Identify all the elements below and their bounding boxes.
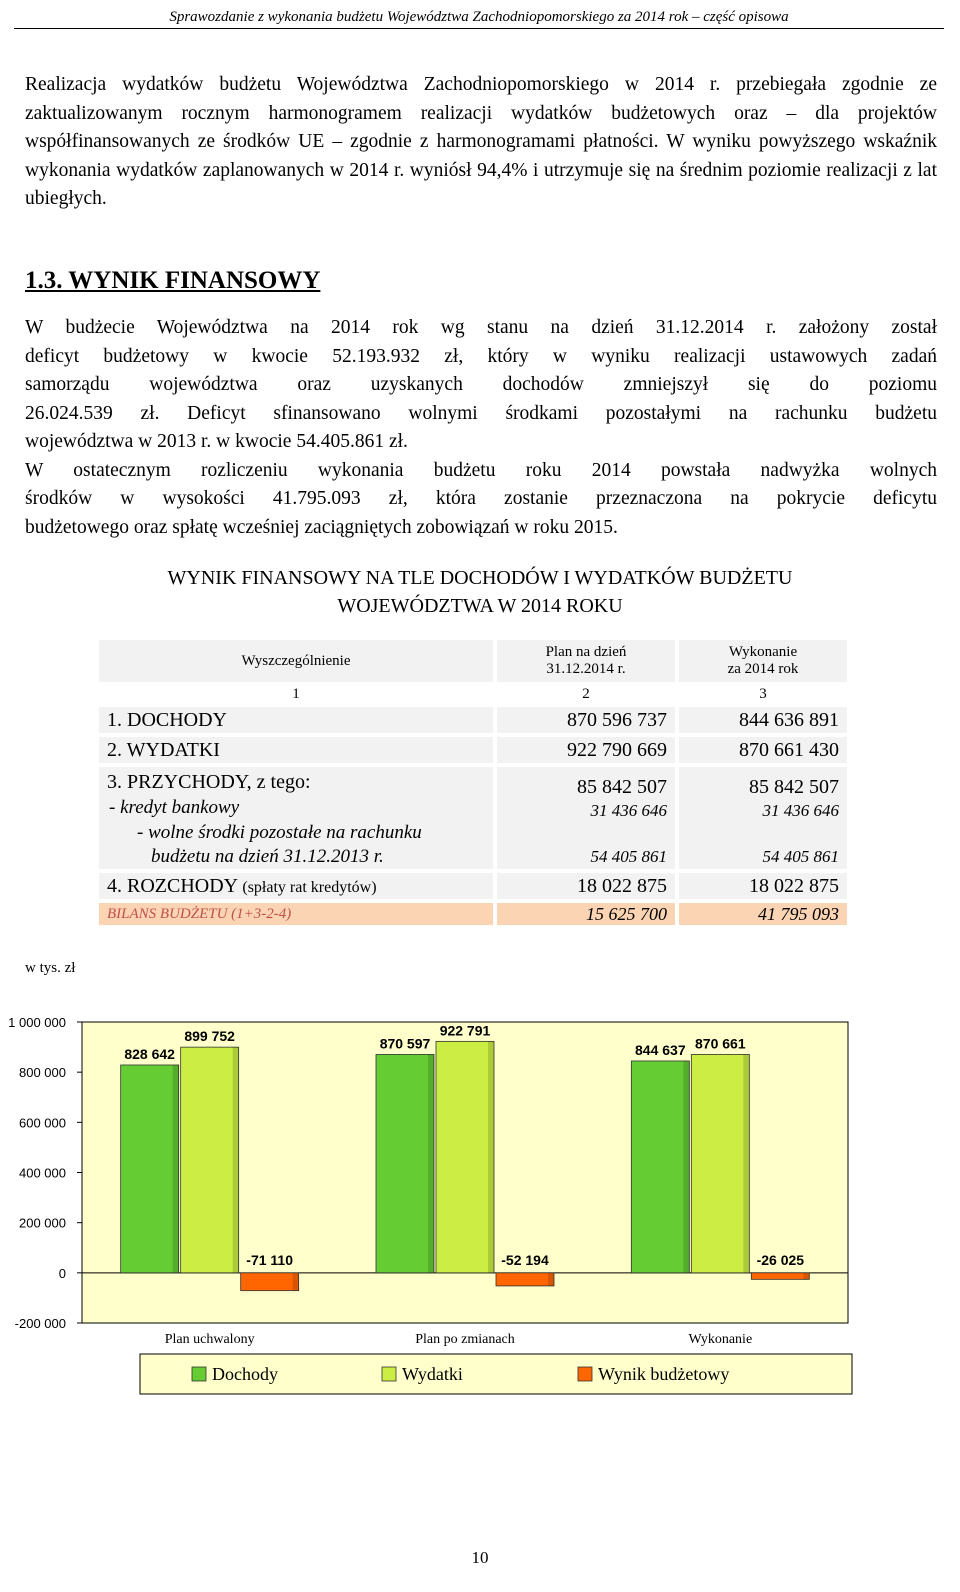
col-header-execution-line: Wykonanie bbox=[728, 644, 798, 660]
column-number-row bbox=[99, 686, 847, 703]
section-line: W ostatecznym rozliczeniu wykonania budżetu roku 2014 powstała nadwyżka wolnych bbox=[25, 459, 937, 481]
data-label: -71 110 bbox=[246, 1251, 294, 1268]
col-header-plan-line: Plan na dzień bbox=[545, 644, 627, 660]
plan-value: 18 022 875 bbox=[497, 873, 675, 899]
execution-value bbox=[679, 767, 847, 869]
table-title-line: WOJEWÓDZTWA W 2014 ROKU bbox=[337, 595, 623, 617]
bar-wynik-budżetowy bbox=[241, 1273, 299, 1291]
column-number: 2 bbox=[497, 686, 675, 703]
data-label: 870 661 bbox=[695, 1035, 746, 1052]
execution-value: 18 022 875 bbox=[679, 873, 847, 899]
col-header-plan bbox=[497, 640, 675, 682]
credit-label: - kredyt bankowy bbox=[109, 797, 240, 818]
section-line: województwa w 2013 r. w kwocie 54.405.861 zł. bbox=[25, 431, 408, 452]
bar-shade bbox=[683, 1061, 689, 1273]
row-label bbox=[99, 873, 493, 899]
plan-value: 15 625 700 bbox=[497, 903, 675, 925]
bar-wynik-budżetowy bbox=[751, 1273, 809, 1280]
intro-paragraph: Realizacja wydatków budżetu Województwa Zachodniopomorskiego w 2014 r. przebiegała zgodnie ze zaktualizowanym rocznym harmonogramem realizacji wydatków budżetowych oraz – dla projektów współfinansowanych ze środków UE – zgodnie z harmonogramami płatności. W wyniku powyższego wskaźnik wykonania wydatków zaplanowanych w 2014 r. wyniósł 94,4% i utrzymuje się na średnim poziomie realizacji z lat ubiegłych. bbox=[25, 74, 937, 209]
bar-dochody bbox=[631, 1061, 689, 1273]
data-label: 899 752 bbox=[184, 1028, 235, 1045]
category-label: Plan uchwalony bbox=[164, 1332, 255, 1347]
bar-shade bbox=[173, 1065, 179, 1273]
row-label: BILANS BUDŻETU (1+3-2-4) bbox=[99, 903, 493, 925]
column-number: 1 bbox=[99, 686, 493, 703]
credit-plan: 31 436 646 bbox=[590, 801, 667, 820]
legend-swatch bbox=[578, 1367, 592, 1381]
data-label: -52 194 bbox=[501, 1251, 549, 1268]
y-tick-label: 400 000 bbox=[19, 1165, 66, 1181]
data-label: 828 642 bbox=[124, 1045, 175, 1062]
y-tick-label: 600 000 bbox=[19, 1115, 66, 1131]
table-row-outflows bbox=[99, 873, 847, 899]
free-funds-label: budżetu na dzień 31.12.2013 r. bbox=[151, 846, 384, 867]
section-line: środków w wysokości 41.795.093 zł, która zostanie przeznaczona na pokrycie deficytu bbox=[25, 488, 937, 509]
column-number: 3 bbox=[679, 686, 847, 703]
col-header-execution-line: za 2014 rok bbox=[727, 661, 799, 677]
y-tick-label: -200 000 bbox=[14, 1316, 66, 1331]
bar-wydatki bbox=[436, 1041, 494, 1272]
bar-wydatki bbox=[181, 1047, 239, 1273]
credit-execution: 31 436 646 bbox=[762, 801, 839, 820]
legend-swatch bbox=[192, 1367, 206, 1381]
section-line: deficyt budżetowy w kwocie 52.193.932 zł, który w wyniku realizacji ustawowych zadań bbox=[25, 345, 937, 367]
bar-shade bbox=[488, 1041, 494, 1272]
table-row-balance bbox=[99, 903, 847, 925]
legend-swatch bbox=[382, 1367, 396, 1381]
col-header-execution bbox=[679, 640, 847, 682]
bar-shade bbox=[548, 1273, 554, 1286]
section-line: 26.024.539 zł. Deficyt sfinansowano wolnymi środkami pozostałymi na rachunku budżetu bbox=[25, 402, 937, 424]
category-label: Plan po zmianach bbox=[415, 1332, 515, 1347]
budget-bar-chart bbox=[0, 990, 960, 1400]
plan-value: 870 596 737 bbox=[497, 707, 675, 733]
execution-value: 870 661 430 bbox=[679, 737, 847, 763]
revenues-execution: 85 842 507 bbox=[749, 776, 839, 798]
section-line: budżetowego oraz spłatę wcześniej zaciągniętych zobowiązań w roku 2015. bbox=[25, 516, 618, 538]
plan-value: 922 790 669 bbox=[497, 737, 675, 763]
bar-shade bbox=[803, 1273, 809, 1280]
data-label: -26 025 bbox=[756, 1251, 805, 1268]
y-tick-label: 200 000 bbox=[19, 1215, 66, 1231]
free-funds-execution: 54 405 861 bbox=[762, 847, 839, 866]
plan-value bbox=[497, 767, 675, 869]
row-label bbox=[99, 767, 493, 869]
section-line: samorządu województwa oraz uzyskanych dochodów zmniejszył się do poziomu bbox=[25, 374, 937, 395]
y-tick-label: 800 000 bbox=[19, 1065, 66, 1081]
legend-label: Wynik budżetowy bbox=[598, 1364, 730, 1384]
y-tick-label: 0 bbox=[58, 1265, 66, 1281]
table-row-income bbox=[99, 707, 847, 733]
bar-shade bbox=[293, 1273, 299, 1291]
category-label: Wykonanie bbox=[688, 1332, 753, 1347]
free-funds-plan: 54 405 861 bbox=[590, 847, 667, 866]
revenues-plan: 85 842 507 bbox=[577, 776, 667, 798]
page-header: Sprawozdanie z wykonania budżetu Województwa Zachodniopomorskiego za 2014 rok – część opisowa bbox=[14, 4, 944, 29]
section-heading: 1.3. WYNIK FINANSOWY bbox=[25, 267, 321, 294]
revenues-label: 3. PRZYCHODY, z tego: bbox=[107, 771, 311, 793]
bar-shade bbox=[233, 1047, 239, 1273]
table-header-row bbox=[99, 640, 847, 682]
bar-wynik-budżetowy bbox=[496, 1273, 554, 1286]
bar-dochody bbox=[121, 1065, 179, 1273]
data-label: 922 791 bbox=[439, 1022, 491, 1039]
outflows-label: 4. ROZCHODY bbox=[107, 874, 238, 897]
table-row-revenues bbox=[99, 767, 847, 869]
execution-value: 844 636 891 bbox=[679, 707, 847, 733]
execution-value: 41 795 093 bbox=[679, 903, 847, 925]
bar-shade bbox=[428, 1054, 434, 1272]
data-label: 844 637 bbox=[635, 1041, 686, 1058]
table-row-expenses bbox=[99, 737, 847, 763]
unit-label: w tys. zł bbox=[25, 960, 76, 976]
section-line: W budżecie Województwa na 2014 rok wg stanu na dzień 31.12.2014 r. założony został bbox=[25, 317, 937, 338]
bar-shade bbox=[743, 1054, 749, 1272]
col-header-plan-line: 31.12.2014 r. bbox=[546, 661, 626, 677]
table-title bbox=[0, 564, 960, 620]
bar-wydatki bbox=[691, 1054, 749, 1272]
section-paragraph bbox=[25, 314, 937, 542]
legend-label: Dochody bbox=[212, 1364, 278, 1384]
page-number: 10 bbox=[471, 1548, 489, 1567]
outflows-sublabel: (spłaty rat kredytów) bbox=[242, 878, 377, 896]
col-header-description: Wyszczególnienie bbox=[99, 640, 493, 682]
free-funds-label: - wolne środki pozostałe na rachunku bbox=[137, 822, 422, 843]
table-title-line: WYNIK FINANSOWY NA TLE DOCHODÓW I WYDATKÓW BUDŻETU bbox=[167, 567, 793, 589]
row-label: 1. DOCHODY bbox=[99, 707, 493, 733]
row-label: 2. WYDATKI bbox=[99, 737, 493, 763]
financial-table bbox=[95, 636, 851, 929]
legend-label: Wydatki bbox=[402, 1364, 463, 1384]
data-label: 870 597 bbox=[379, 1035, 431, 1052]
bar-dochody bbox=[376, 1054, 434, 1272]
y-tick-label: 1 000 000 bbox=[8, 1015, 66, 1030]
